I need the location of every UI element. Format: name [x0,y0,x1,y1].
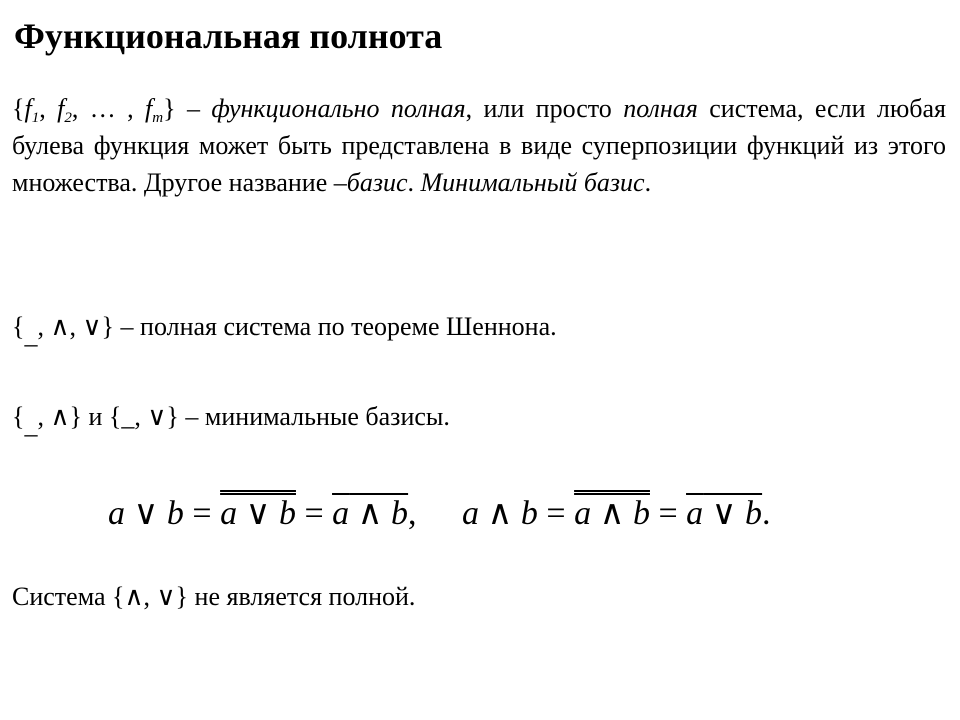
ellipsis: … [89,94,116,123]
brace-close: } [163,94,176,123]
formula-lhs: a ∨ b [108,495,184,532]
term-minimal-basis: Минимальный базис [420,168,645,197]
formula-double-negation: a ∧ b [574,495,650,532]
term-functionally-complete: функционально полная [211,94,466,123]
operator-set-2: , ∨} [134,402,179,431]
operator-set: {∧, ∨} [112,582,189,611]
negated-a: a [332,495,350,532]
negation-placeholder: _ [24,410,38,439]
operator-set-1: , ∧} [37,402,82,431]
not-complete-line [12,578,946,615]
function-set: {$f_1$, $f_2$, … , $f_m$} [12,94,176,126]
negation-placeholder: _ [121,402,135,431]
f2: f [57,94,65,123]
slide-title: Функциональная полнота [14,16,443,56]
not-complete-suffix: не является полной. [188,582,416,611]
brace-open: { [12,402,25,431]
de-morgan-formula-1 [108,494,417,534]
negation-placeholder: _ [24,320,38,349]
f1: f [24,94,32,123]
negated-a: a [686,495,704,532]
brace-open: { [108,402,122,431]
definition-text: система, если любая булева функция может быть представлена в виде суперпозиции функций из этого множества. Другое название – [12,94,946,197]
minimal-bases-line [12,398,946,439]
equals-sign: = [183,495,221,532]
formula-lhs: a ∧ b [462,495,538,532]
shannon-line [12,308,946,349]
term-complete: полная [623,94,698,123]
negated-b: b [391,495,409,532]
f1-subscript: 1 [31,110,40,126]
formula-double-negation: a ∨ b [220,495,296,532]
f2-subscript: 2 [64,110,72,126]
comma: , [408,495,417,532]
disjunction-operator: ∨ [703,495,746,532]
not-complete-prefix: Система [12,582,113,611]
negated-b: b [745,495,763,532]
brace-open: { [12,312,25,341]
minimal-bases-text: – минимальные базисы. [178,402,450,431]
period: . [644,168,652,197]
fm: f [145,94,153,123]
term-basis: базис [346,168,408,197]
operator-set: , ∧, ∨} [37,312,115,341]
definition-paragraph [12,90,946,201]
equals-sign: = [537,495,575,532]
shannon-text: – полная система по теореме Шеннона. [114,312,557,341]
conjunction-operator: ∧ [349,495,392,532]
period: . [762,495,771,532]
dash: – [186,94,200,123]
equals-sign: = [295,495,333,532]
and-word: и [82,402,109,431]
brace-open: { [12,94,25,123]
fm-subscript: m [152,110,164,126]
or-simply-text: , или просто [465,94,612,123]
de-morgan-formula-2 [462,494,771,534]
equals-sign: = [649,495,687,532]
period: . [407,168,415,197]
